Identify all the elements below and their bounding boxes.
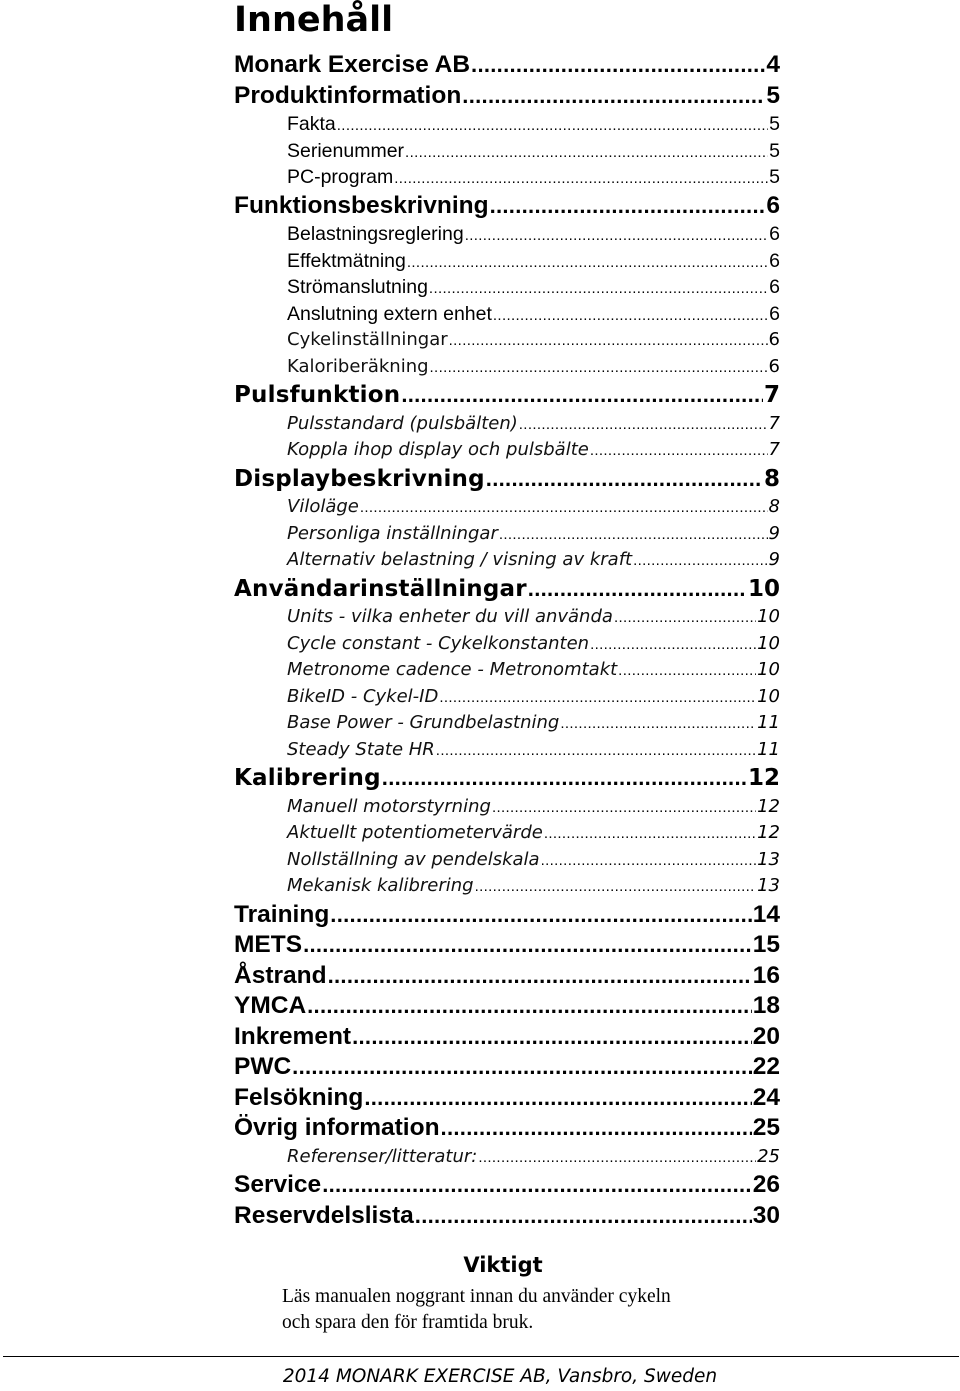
toc-entry-label: Reservdelslista	[234, 1201, 414, 1229]
toc-entry-page: 10	[757, 685, 780, 707]
important-notice	[282, 1250, 732, 1336]
toc-leader-dots	[364, 1083, 751, 1114]
toc-leader-dots	[337, 113, 768, 138]
toc-entry-page: 8	[768, 496, 780, 517]
toc-leader-dots	[493, 303, 768, 328]
toc-entry-label: METS	[234, 931, 303, 958]
toc-entry-label: Effektmätning	[287, 249, 406, 272]
toc-leader-dots	[519, 412, 768, 438]
toc-leader-dots	[486, 464, 763, 495]
toc-entry-base-power[interactable]	[234, 710, 780, 737]
toc-entry-label: Åstrand	[234, 961, 327, 989]
toc-leader-dots	[441, 1113, 752, 1144]
toc-entry-referenser[interactable]	[234, 1144, 780, 1171]
toc-leader-dots	[590, 438, 768, 464]
page-title: Innehåll	[234, 0, 394, 40]
toc-leader-dots	[415, 1201, 752, 1232]
toc-entry-metronome-cadence[interactable]	[234, 657, 780, 684]
toc-entry-page: 6	[769, 249, 780, 272]
toc-entry-nollstallning[interactable]	[234, 847, 780, 874]
toc-leader-dots	[492, 795, 756, 821]
toc-entry-label: Övrig information	[234, 1114, 440, 1141]
toc-entry-label: Fakta	[287, 113, 336, 135]
toc-entry-page: 7	[768, 412, 780, 434]
toc-entry-label: Viloläge	[287, 496, 359, 517]
toc-entry-page: 10	[757, 632, 780, 654]
toc-leader-dots	[633, 548, 767, 574]
toc-entry-pulsstandard[interactable]	[234, 411, 780, 438]
toc-leader-dots	[382, 763, 747, 794]
toc-entry-cycle-constant[interactable]	[234, 631, 780, 658]
toc-entry-page: 26	[752, 1171, 780, 1198]
toc-entry-label: Personliga inställningar	[287, 522, 498, 544]
table-of-contents	[234, 50, 780, 1231]
toc-entry-label: Cykelinställningar	[287, 329, 448, 350]
notice-text	[282, 1284, 732, 1336]
toc-entry-page: 15	[752, 931, 780, 958]
toc-entry-page: 10	[757, 659, 780, 680]
toc-entry-page: 14	[752, 900, 780, 928]
toc-entry-page: 6	[768, 355, 780, 377]
toc-leader-dots	[401, 380, 763, 411]
toc-entry-funktionsbeskrivning[interactable]	[234, 191, 780, 222]
toc-entry-page: 10	[757, 606, 780, 627]
toc-entry-mekanisk-kalibrering[interactable]	[234, 873, 780, 900]
toc-leader-dots	[436, 738, 756, 764]
toc-entry-page: 13	[757, 848, 780, 870]
toc-entry-page: 8	[763, 465, 780, 492]
toc-entry-personliga-installningar[interactable]	[234, 521, 780, 548]
toc-leader-dots	[330, 900, 751, 931]
toc-leader-dots	[394, 166, 768, 191]
toc-leader-dots	[475, 874, 757, 900]
toc-entry-label: Aktuellt potentiometervärde	[287, 822, 543, 843]
toc-leader-dots	[528, 574, 747, 605]
toc-entry-effektmatning[interactable]	[234, 248, 780, 275]
toc-leader-dots	[307, 991, 752, 1022]
toc-entry-page: 16	[752, 961, 780, 989]
toc-leader-dots	[405, 140, 768, 165]
toc-entry-label: Inkrement	[234, 1022, 352, 1050]
toc-entry-label: Produktinformation	[234, 81, 462, 109]
toc-entry-label: Användarinställningar	[234, 575, 527, 602]
toc-leader-dots	[303, 930, 752, 961]
toc-entry-koppla-ihop-display[interactable]	[234, 437, 780, 464]
toc-entry-label: Anslutning extern enhet	[287, 302, 492, 325]
toc-entry-page: 7	[763, 382, 780, 408]
toc-entry-page: 5	[769, 139, 780, 162]
toc-entry-label: PC-program	[287, 166, 394, 188]
toc-entry-steady-state-hr[interactable]	[234, 737, 780, 764]
toc-entry-label: Pulsstandard (pulsbälten)	[287, 412, 518, 434]
toc-entry-page: 6	[766, 191, 780, 219]
toc-entry-felsokning[interactable]	[234, 1083, 780, 1114]
toc-entry-label: Kaloriberäkning	[287, 355, 429, 377]
toc-leader-dots	[462, 81, 765, 112]
toc-entry-fakta[interactable]	[234, 111, 780, 138]
toc-entry-page: 22	[752, 1053, 780, 1080]
toc-entry-page: 12	[747, 765, 780, 791]
toc-entry-label: Service	[234, 1171, 322, 1198]
footer-divider	[3, 1356, 959, 1357]
toc-leader-dots	[449, 328, 768, 354]
toc-entry-page: 25	[757, 1145, 780, 1167]
toc-entry-ovrig-information[interactable]	[234, 1113, 780, 1144]
toc-entry-label: Units - vilka enheter du vill använda	[287, 606, 613, 627]
toc-entry-kalibrering[interactable]	[234, 763, 780, 794]
toc-entry-page: 30	[752, 1201, 780, 1229]
toc-entry-label: Serienummer	[287, 139, 405, 162]
toc-entry-page: 10	[747, 575, 780, 602]
toc-entry-label: Koppla ihop display och pulsbälte	[287, 439, 589, 460]
toc-entry-label: Mekanisk kalibrering	[287, 875, 474, 896]
toc-entry-page: 5	[766, 81, 780, 109]
toc-leader-dots	[430, 355, 768, 381]
toc-entry-label: Strömanslutning	[287, 276, 428, 298]
toc-entry-produktinformation[interactable]	[234, 81, 780, 112]
toc-leader-dots	[560, 711, 756, 737]
toc-entry-page: 12	[757, 795, 780, 817]
toc-entry-page: 20	[752, 1022, 780, 1050]
toc-entry-ymca[interactable]	[234, 991, 780, 1022]
toc-entry-page: 5	[769, 113, 780, 135]
toc-entry-label: Displaybeskrivning	[234, 465, 485, 492]
toc-leader-dots	[614, 605, 756, 631]
toc-entry-anslutning-extern-enhet[interactable]	[234, 301, 780, 328]
toc-entry-serienummer[interactable]	[234, 138, 780, 165]
toc-leader-dots	[499, 522, 768, 548]
toc-entry-monark-exercise-ab[interactable]	[234, 50, 780, 81]
toc-entry-page: 11	[757, 738, 780, 760]
toc-entry-page: 9	[768, 522, 780, 544]
toc-entry-alternativ-belastning[interactable]	[234, 547, 780, 574]
toc-entry-page: 25	[752, 1114, 780, 1141]
toc-entry-page: 5	[769, 166, 780, 188]
toc-entry-label: YMCA	[234, 992, 307, 1019]
toc-entry-kaloriberakning[interactable]	[234, 354, 780, 381]
toc-entry-displaybeskrivning[interactable]	[234, 464, 780, 495]
toc-leader-dots	[465, 223, 768, 248]
toc-leader-dots	[478, 1145, 756, 1171]
toc-entry-reservdelslista[interactable]	[234, 1201, 780, 1232]
toc-entry-pwc[interactable]	[234, 1052, 780, 1083]
toc-entry-label: BikeID - Cykel-ID	[287, 685, 439, 707]
toc-entry-page: 4	[766, 51, 780, 78]
toc-entry-label: Kalibrering	[234, 765, 381, 791]
notice-line-2: och spara den för framtida bruk.	[282, 1312, 534, 1333]
toc-entry-label: Base Power - Grundbelastning	[287, 712, 560, 733]
toc-leader-dots	[322, 1170, 752, 1201]
toc-entry-pulsfunktion[interactable]	[234, 380, 780, 411]
toc-entry-label: Steady State HR	[287, 738, 435, 760]
toc-entry-label: Belastningsreglering	[287, 223, 464, 245]
toc-leader-dots	[618, 658, 756, 684]
toc-leader-dots	[490, 191, 766, 222]
toc-entry-label: Referenser/litteratur:	[287, 1145, 478, 1167]
toc-entry-page: 6	[768, 329, 780, 350]
toc-entry-page: 6	[769, 302, 780, 325]
toc-entry-page: 6	[769, 276, 780, 298]
toc-entry-inkrement[interactable]	[234, 1022, 780, 1053]
toc-entry-stromanslutning[interactable]	[234, 274, 780, 301]
toc-entry-astrand[interactable]	[234, 961, 780, 992]
toc-entry-label: Monark Exercise AB	[234, 51, 471, 78]
toc-entry-page: 18	[752, 992, 780, 1019]
notice-title: Viktigt	[463, 1253, 543, 1277]
toc-entry-label: Nollställning av pendelskala	[287, 848, 540, 870]
toc-leader-dots	[407, 250, 768, 275]
toc-entry-page: 7	[768, 439, 780, 460]
toc-entry-page: 9	[768, 549, 780, 570]
toc-entry-page: 11	[757, 712, 780, 733]
toc-leader-dots	[439, 685, 756, 711]
toc-leader-dots	[590, 632, 756, 658]
toc-entry-label: PWC	[234, 1053, 292, 1080]
toc-entry-belastningsreglering[interactable]	[234, 221, 780, 248]
toc-entry-anvandarinstallningar[interactable]	[234, 574, 780, 605]
toc-leader-dots	[352, 1022, 752, 1053]
toc-entry-label: Cycle constant - Cykelkonstanten	[287, 632, 590, 654]
toc-leader-dots	[429, 276, 768, 301]
toc-entry-service[interactable]	[234, 1170, 780, 1201]
toc-entry-label: Pulsfunktion	[234, 382, 401, 408]
toc-entry-label: Metronome cadence - Metronomtakt	[287, 659, 618, 680]
toc-entry-cykelinstallningar[interactable]	[234, 327, 780, 354]
toc-entry-label: Alternativ belastning / visning av kraft	[287, 549, 633, 570]
toc-entry-page: 13	[757, 875, 780, 896]
toc-entry-label: Felsökning	[234, 1083, 364, 1111]
toc-entry-units[interactable]	[234, 604, 780, 631]
toc-leader-dots	[471, 50, 765, 81]
toc-entry-training[interactable]	[234, 900, 780, 931]
toc-entry-page: 6	[769, 223, 780, 245]
toc-entry-page: 12	[757, 822, 780, 843]
notice-line-1: Läs manualen noggrant innan du använder cykeln	[282, 1286, 671, 1307]
toc-entry-pc-program[interactable]	[234, 164, 780, 191]
toc-entry-bikeid[interactable]	[234, 684, 780, 711]
toc-entry-vilolage[interactable]	[234, 494, 780, 521]
footer-copyright: 2014 MONARK EXERCISE AB, Vansbro, Sweden	[282, 1366, 718, 1387]
toc-entry-manuell-motorstyrning[interactable]	[234, 794, 780, 821]
toc-entry-label: Manuell motorstyrning	[287, 795, 491, 817]
toc-leader-dots	[541, 848, 757, 874]
toc-leader-dots	[292, 1052, 752, 1083]
toc-entry-label: Funktionsbeskrivning	[234, 191, 489, 219]
toc-leader-dots	[360, 495, 768, 521]
toc-entry-label: Training	[234, 900, 330, 928]
toc-leader-dots	[328, 961, 752, 992]
toc-entry-aktuellt-potentiometervarde[interactable]	[234, 820, 780, 847]
toc-entry-page: 24	[752, 1083, 780, 1111]
toc-entry-mets[interactable]	[234, 930, 780, 961]
toc-leader-dots	[544, 821, 756, 847]
